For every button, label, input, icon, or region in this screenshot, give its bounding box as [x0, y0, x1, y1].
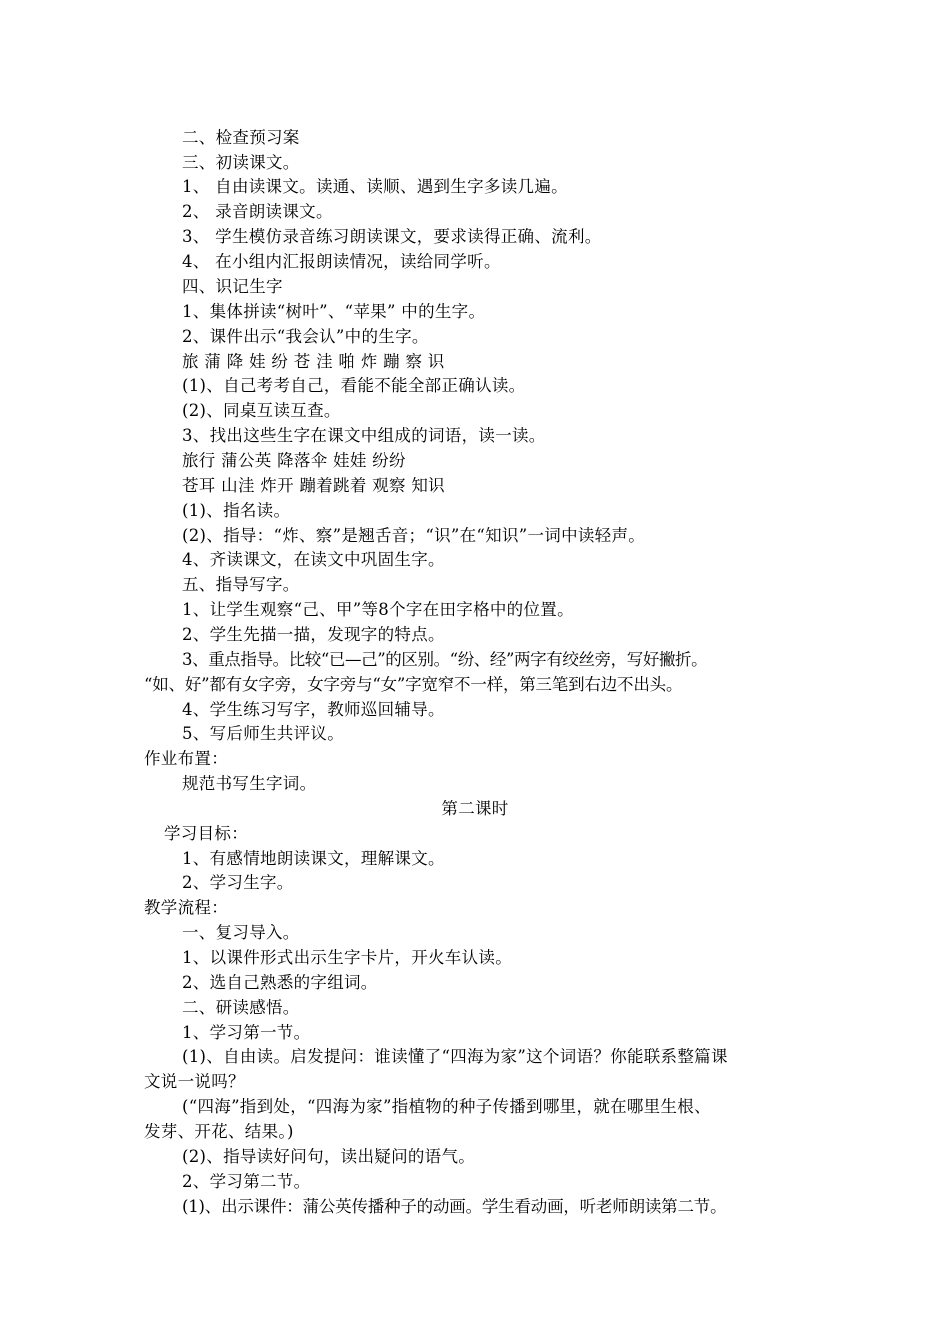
section-title: 第二课时: [441, 799, 509, 818]
text-line: 一、复习导入。: [182, 923, 300, 942]
text-line: 发芽、开花、结果。): [144, 1122, 294, 1141]
text-line: 3、 学生模仿录音练习朗读课文，要求读得正确、流利。: [182, 227, 602, 246]
text-line: 三、初读课文。: [182, 153, 300, 172]
text-line: 作业布置：: [144, 749, 228, 768]
text-line: 1、让学生观察“己、甲”等8个字在田字格中的位置。: [182, 600, 574, 619]
text-line: 4、 在小组内汇报朗读情况，读给同学听。: [182, 252, 501, 271]
text-line: 二、检查预习案: [182, 128, 300, 147]
text-line: 教学流程：: [144, 898, 228, 917]
text-line: 1、集体拼读“树叶”、“苹果” 中的生字。: [182, 302, 486, 321]
text-line: 1、有感情地朗读课文，理解课文。: [182, 849, 445, 868]
text-line: 2、学习第二节。: [182, 1172, 311, 1191]
text-line: 苍耳 山洼 炸开 蹦着跳着 观察 知识: [182, 476, 445, 495]
text-line: 二、研读感悟。: [182, 998, 300, 1017]
text-line: 2、学生先描一描，发现字的特点。: [182, 625, 445, 644]
text-line: 学习目标：: [164, 824, 248, 843]
text-line: 四、识记生字: [182, 277, 283, 296]
text-line: 规范书写生字词。: [182, 774, 317, 793]
text-line: 5、写后师生共评议。: [182, 724, 344, 743]
text-line: 文说一说吗？: [144, 1072, 245, 1091]
text-line: 3、重点指导。比较“已—己”的区别。“纷、经”两字有绞丝旁，写好撇折。: [182, 650, 708, 669]
text-line: 2、课件出示“我会认”中的生字。: [182, 327, 429, 346]
text-line: 2、学习生字。: [182, 873, 294, 892]
text-line: 2、选自己熟悉的字组词。: [182, 973, 378, 992]
text-line: (2)、指导读好问句，读出疑问的语气。: [182, 1147, 476, 1166]
text-line: (1)、自己考考自己，看能不能全部正确认读。: [182, 376, 526, 395]
text-line: “如、好”都有女字旁，女字旁与“女”字宽窄不一样，第三笔到右边不出头。: [144, 675, 683, 694]
text-line: (“四海”指到处，“四海为家”指植物的种子传播到哪里，就在哪里生根、: [182, 1097, 711, 1116]
text-line: (2)、同桌互读互查。: [182, 401, 341, 420]
text-line: 2、 录音朗读课文。: [182, 202, 333, 221]
text-line: 五、指导写字。: [182, 575, 300, 594]
text-line: 旅行 蒲公英 降落伞 娃娃 纷纷: [182, 451, 406, 470]
text-line: 1、学习第一节。: [182, 1023, 311, 1042]
text-line: 3、找出这些生字在课文中组成的词语，读一读。: [182, 426, 546, 445]
text-line: 1、以课件形式出示生字卡片，开火车认读。: [182, 948, 512, 967]
text-line: (1)、指名读。: [182, 501, 291, 520]
text-line: 1、 自由读课文。读通、读顺、遇到生字多读几遍。: [182, 177, 568, 196]
text-line: (1)、出示课件：蒲公英传播种子的动画。学生看动画，听老师朗读第二节。: [182, 1197, 727, 1216]
text-line: 4、齐读课文，在读文中巩固生字。: [182, 550, 445, 569]
text-line: 旅 蒲 降 娃 纷 苍 洼 啪 炸 蹦 察 识: [182, 352, 445, 371]
text-line: 4、学生练习写字，教师巡回辅导。: [182, 700, 445, 719]
text-line: (1)、自由读。启发提问：谁读懂了“四海为家”这个词语？你能联系整篇课: [182, 1047, 728, 1066]
text-line: (2)、指导：“炸、察”是翘舌音；“识”在“知识”一词中读轻声。: [182, 526, 646, 545]
